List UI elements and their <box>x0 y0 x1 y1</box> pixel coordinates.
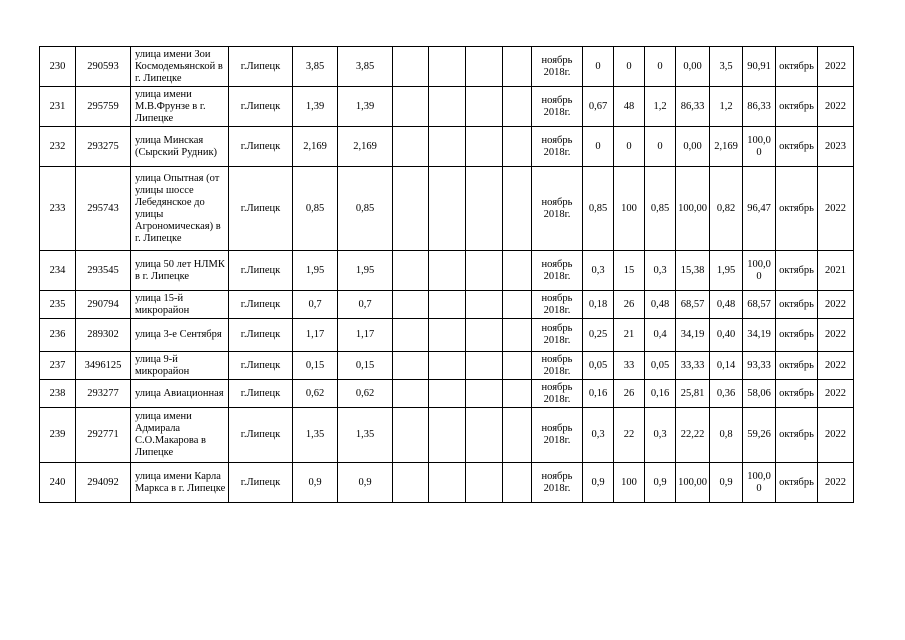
survey-month-cell: ноябрь 2018г. <box>532 167 583 251</box>
road-name-cell: улица имени Карла Маркса в г. Липецке <box>131 463 229 503</box>
length-total-cell: 1,95 <box>293 251 338 291</box>
col-7-cell <box>393 380 429 408</box>
col-9-cell <box>466 380 503 408</box>
deadline-month-cell: октябрь <box>776 408 818 463</box>
col-10-cell <box>503 352 532 380</box>
col-9-cell <box>466 463 503 503</box>
col-10-cell <box>503 251 532 291</box>
road-name-cell: улица 9-й микрорайон <box>131 352 229 380</box>
col-7-cell <box>393 47 429 87</box>
row-number-cell: 235 <box>40 291 76 319</box>
city-cell: г.Липецк <box>229 127 293 167</box>
city-cell: г.Липецк <box>229 352 293 380</box>
deadline-month-cell: октябрь <box>776 352 818 380</box>
length-2-cell: 3,85 <box>338 47 393 87</box>
percent-e-cell: 96,47 <box>743 167 776 251</box>
percent-c-cell: 100,00 <box>676 463 710 503</box>
col-9-cell <box>466 167 503 251</box>
road-id-cell: 289302 <box>76 319 131 352</box>
table-row <box>40 127 854 167</box>
value-c-cell: 0,4 <box>645 319 676 352</box>
percent-e-cell: 90,91 <box>743 47 776 87</box>
col-8-cell <box>429 47 466 87</box>
value-c-cell: 0,9 <box>645 463 676 503</box>
col-9-cell <box>466 47 503 87</box>
city-cell: г.Липецк <box>229 87 293 127</box>
percent-e-cell: 86,33 <box>743 87 776 127</box>
survey-month-cell: ноябрь 2018г. <box>532 291 583 319</box>
deadline-month-cell: октябрь <box>776 167 818 251</box>
target-year-cell: 2023 <box>818 127 854 167</box>
row-number-cell: 236 <box>40 319 76 352</box>
row-number-cell: 232 <box>40 127 76 167</box>
row-number-cell: 237 <box>40 352 76 380</box>
road-name-cell: улица Опытная (от улицы шоссе Лебедянское до улицы Агрономическая) в г. Липецке <box>131 167 229 251</box>
target-year-cell: 2022 <box>818 352 854 380</box>
value-c-cell: 0,48 <box>645 291 676 319</box>
target-year-cell: 2022 <box>818 319 854 352</box>
deadline-month-cell: октябрь <box>776 463 818 503</box>
col-10-cell <box>503 47 532 87</box>
length-2-cell: 0,62 <box>338 380 393 408</box>
table-row <box>40 352 854 380</box>
percent-a-cell: 100 <box>614 167 645 251</box>
col-9-cell <box>466 87 503 127</box>
row-number-cell: 240 <box>40 463 76 503</box>
road-name-cell: улица 15-й микрорайон <box>131 291 229 319</box>
road-name-cell: улица 50 лет НЛМК в г. Липецке <box>131 251 229 291</box>
table-row <box>40 408 854 463</box>
value-e-cell: 1,2 <box>710 87 743 127</box>
col-7-cell <box>393 408 429 463</box>
col-7-cell <box>393 463 429 503</box>
col-8-cell <box>429 127 466 167</box>
value-a-cell: 0,16 <box>583 380 614 408</box>
value-a-cell: 0,85 <box>583 167 614 251</box>
length-total-cell: 0,85 <box>293 167 338 251</box>
col-7-cell <box>393 251 429 291</box>
col-8-cell <box>429 87 466 127</box>
row-number-cell: 231 <box>40 87 76 127</box>
row-number-cell: 239 <box>40 408 76 463</box>
table-row <box>40 291 854 319</box>
col-7-cell <box>393 127 429 167</box>
road-id-cell: 293545 <box>76 251 131 291</box>
length-2-cell: 2,169 <box>338 127 393 167</box>
value-e-cell: 0,48 <box>710 291 743 319</box>
length-total-cell: 0,7 <box>293 291 338 319</box>
percent-a-cell: 0 <box>614 47 645 87</box>
percent-a-cell: 26 <box>614 380 645 408</box>
col-8-cell <box>429 463 466 503</box>
col-9-cell <box>466 352 503 380</box>
percent-e-cell: 100,00 <box>743 251 776 291</box>
value-c-cell: 0,16 <box>645 380 676 408</box>
target-year-cell: 2022 <box>818 380 854 408</box>
road-id-cell: 3496125 <box>76 352 131 380</box>
percent-c-cell: 0,00 <box>676 47 710 87</box>
length-2-cell: 0,9 <box>338 463 393 503</box>
road-table <box>39 46 854 503</box>
city-cell: г.Липецк <box>229 319 293 352</box>
value-c-cell: 0,3 <box>645 251 676 291</box>
percent-c-cell: 15,38 <box>676 251 710 291</box>
value-e-cell: 0,8 <box>710 408 743 463</box>
value-c-cell: 0,3 <box>645 408 676 463</box>
col-9-cell <box>466 127 503 167</box>
percent-e-cell: 68,57 <box>743 291 776 319</box>
value-c-cell: 0,05 <box>645 352 676 380</box>
percent-e-cell: 58,06 <box>743 380 776 408</box>
col-7-cell <box>393 291 429 319</box>
value-a-cell: 0,18 <box>583 291 614 319</box>
percent-a-cell: 22 <box>614 408 645 463</box>
col-7-cell <box>393 352 429 380</box>
road-name-cell: улица 3-е Сентября <box>131 319 229 352</box>
percent-a-cell: 33 <box>614 352 645 380</box>
table-body <box>40 47 854 503</box>
length-total-cell: 0,9 <box>293 463 338 503</box>
value-e-cell: 0,9 <box>710 463 743 503</box>
col-8-cell <box>429 352 466 380</box>
survey-month-cell: ноябрь 2018г. <box>532 408 583 463</box>
col-8-cell <box>429 408 466 463</box>
col-10-cell <box>503 463 532 503</box>
length-total-cell: 1,35 <box>293 408 338 463</box>
length-2-cell: 1,17 <box>338 319 393 352</box>
percent-a-cell: 26 <box>614 291 645 319</box>
length-total-cell: 2,169 <box>293 127 338 167</box>
col-8-cell <box>429 251 466 291</box>
table-row <box>40 319 854 352</box>
length-2-cell: 1,39 <box>338 87 393 127</box>
row-number-cell: 238 <box>40 380 76 408</box>
value-c-cell: 1,2 <box>645 87 676 127</box>
city-cell: г.Липецк <box>229 408 293 463</box>
road-name-cell: улица Минская (Сырский Рудник) <box>131 127 229 167</box>
col-10-cell <box>503 167 532 251</box>
col-10-cell <box>503 291 532 319</box>
col-9-cell <box>466 408 503 463</box>
value-e-cell: 0,14 <box>710 352 743 380</box>
length-total-cell: 3,85 <box>293 47 338 87</box>
col-7-cell <box>393 87 429 127</box>
value-e-cell: 0,82 <box>710 167 743 251</box>
survey-month-cell: ноябрь 2018г. <box>532 352 583 380</box>
table-row <box>40 87 854 127</box>
value-e-cell: 1,95 <box>710 251 743 291</box>
length-2-cell: 0,7 <box>338 291 393 319</box>
road-id-cell: 295759 <box>76 87 131 127</box>
length-2-cell: 1,95 <box>338 251 393 291</box>
value-a-cell: 0,67 <box>583 87 614 127</box>
deadline-month-cell: октябрь <box>776 380 818 408</box>
percent-c-cell: 68,57 <box>676 291 710 319</box>
deadline-month-cell: октябрь <box>776 127 818 167</box>
survey-month-cell: ноябрь 2018г. <box>532 127 583 167</box>
table-row <box>40 251 854 291</box>
table-row <box>40 380 854 408</box>
survey-month-cell: ноябрь 2018г. <box>532 380 583 408</box>
length-2-cell: 0,15 <box>338 352 393 380</box>
target-year-cell: 2022 <box>818 47 854 87</box>
value-c-cell: 0 <box>645 47 676 87</box>
survey-month-cell: ноябрь 2018г. <box>532 47 583 87</box>
value-a-cell: 0 <box>583 127 614 167</box>
city-cell: г.Липецк <box>229 463 293 503</box>
target-year-cell: 2022 <box>818 291 854 319</box>
col-8-cell <box>429 167 466 251</box>
percent-a-cell: 21 <box>614 319 645 352</box>
col-9-cell <box>466 291 503 319</box>
row-number-cell: 233 <box>40 167 76 251</box>
percent-e-cell: 34,19 <box>743 319 776 352</box>
row-number-cell: 230 <box>40 47 76 87</box>
deadline-month-cell: октябрь <box>776 291 818 319</box>
deadline-month-cell: октябрь <box>776 87 818 127</box>
row-number-cell: 234 <box>40 251 76 291</box>
city-cell: г.Липецк <box>229 251 293 291</box>
percent-e-cell: 59,26 <box>743 408 776 463</box>
percent-c-cell: 100,00 <box>676 167 710 251</box>
value-e-cell: 2,169 <box>710 127 743 167</box>
percent-c-cell: 25,81 <box>676 380 710 408</box>
value-e-cell: 0,40 <box>710 319 743 352</box>
survey-month-cell: ноябрь 2018г. <box>532 319 583 352</box>
road-id-cell: 293277 <box>76 380 131 408</box>
target-year-cell: 2021 <box>818 251 854 291</box>
road-id-cell: 295743 <box>76 167 131 251</box>
col-8-cell <box>429 291 466 319</box>
road-id-cell: 294092 <box>76 463 131 503</box>
col-10-cell <box>503 319 532 352</box>
length-total-cell: 1,39 <box>293 87 338 127</box>
percent-a-cell: 100 <box>614 463 645 503</box>
col-9-cell <box>466 319 503 352</box>
target-year-cell: 2022 <box>818 167 854 251</box>
value-a-cell: 0,05 <box>583 352 614 380</box>
table-row <box>40 47 854 87</box>
length-2-cell: 0,85 <box>338 167 393 251</box>
value-e-cell: 3,5 <box>710 47 743 87</box>
col-8-cell <box>429 380 466 408</box>
col-10-cell <box>503 127 532 167</box>
city-cell: г.Липецк <box>229 380 293 408</box>
city-cell: г.Липецк <box>229 167 293 251</box>
value-c-cell: 0 <box>645 127 676 167</box>
length-total-cell: 0,15 <box>293 352 338 380</box>
road-id-cell: 290593 <box>76 47 131 87</box>
target-year-cell: 2022 <box>818 87 854 127</box>
table-row <box>40 463 854 503</box>
col-7-cell <box>393 167 429 251</box>
road-name-cell: улица имени М.В.Фрунзе в г. Липецке <box>131 87 229 127</box>
col-10-cell <box>503 380 532 408</box>
length-total-cell: 0,62 <box>293 380 338 408</box>
survey-month-cell: ноябрь 2018г. <box>532 251 583 291</box>
value-a-cell: 0,25 <box>583 319 614 352</box>
percent-a-cell: 0 <box>614 127 645 167</box>
road-name-cell: улица имени Адмирала С.О.Макарова в Липецке <box>131 408 229 463</box>
survey-month-cell: ноябрь 2018г. <box>532 463 583 503</box>
road-name-cell: улица имени Зои Космодемьянской в г. Липецке <box>131 47 229 87</box>
city-cell: г.Липецк <box>229 47 293 87</box>
value-e-cell: 0,36 <box>710 380 743 408</box>
length-total-cell: 1,17 <box>293 319 338 352</box>
road-id-cell: 293275 <box>76 127 131 167</box>
table-row <box>40 167 854 251</box>
col-9-cell <box>466 251 503 291</box>
deadline-month-cell: октябрь <box>776 319 818 352</box>
col-10-cell <box>503 408 532 463</box>
value-a-cell: 0,3 <box>583 408 614 463</box>
road-name-cell: улица Авиационная <box>131 380 229 408</box>
survey-month-cell: ноябрь 2018г. <box>532 87 583 127</box>
col-8-cell <box>429 319 466 352</box>
percent-c-cell: 22,22 <box>676 408 710 463</box>
deadline-month-cell: октябрь <box>776 47 818 87</box>
value-a-cell: 0 <box>583 47 614 87</box>
percent-a-cell: 48 <box>614 87 645 127</box>
target-year-cell: 2022 <box>818 463 854 503</box>
percent-e-cell: 100,00 <box>743 463 776 503</box>
value-a-cell: 0,9 <box>583 463 614 503</box>
road-id-cell: 292771 <box>76 408 131 463</box>
percent-c-cell: 86,33 <box>676 87 710 127</box>
deadline-month-cell: октябрь <box>776 251 818 291</box>
value-c-cell: 0,85 <box>645 167 676 251</box>
col-7-cell <box>393 319 429 352</box>
percent-e-cell: 100,00 <box>743 127 776 167</box>
road-id-cell: 290794 <box>76 291 131 319</box>
percent-c-cell: 34,19 <box>676 319 710 352</box>
percent-c-cell: 0,00 <box>676 127 710 167</box>
city-cell: г.Липецк <box>229 291 293 319</box>
col-10-cell <box>503 87 532 127</box>
target-year-cell: 2022 <box>818 408 854 463</box>
percent-c-cell: 33,33 <box>676 352 710 380</box>
length-2-cell: 1,35 <box>338 408 393 463</box>
percent-a-cell: 15 <box>614 251 645 291</box>
percent-e-cell: 93,33 <box>743 352 776 380</box>
value-a-cell: 0,3 <box>583 251 614 291</box>
